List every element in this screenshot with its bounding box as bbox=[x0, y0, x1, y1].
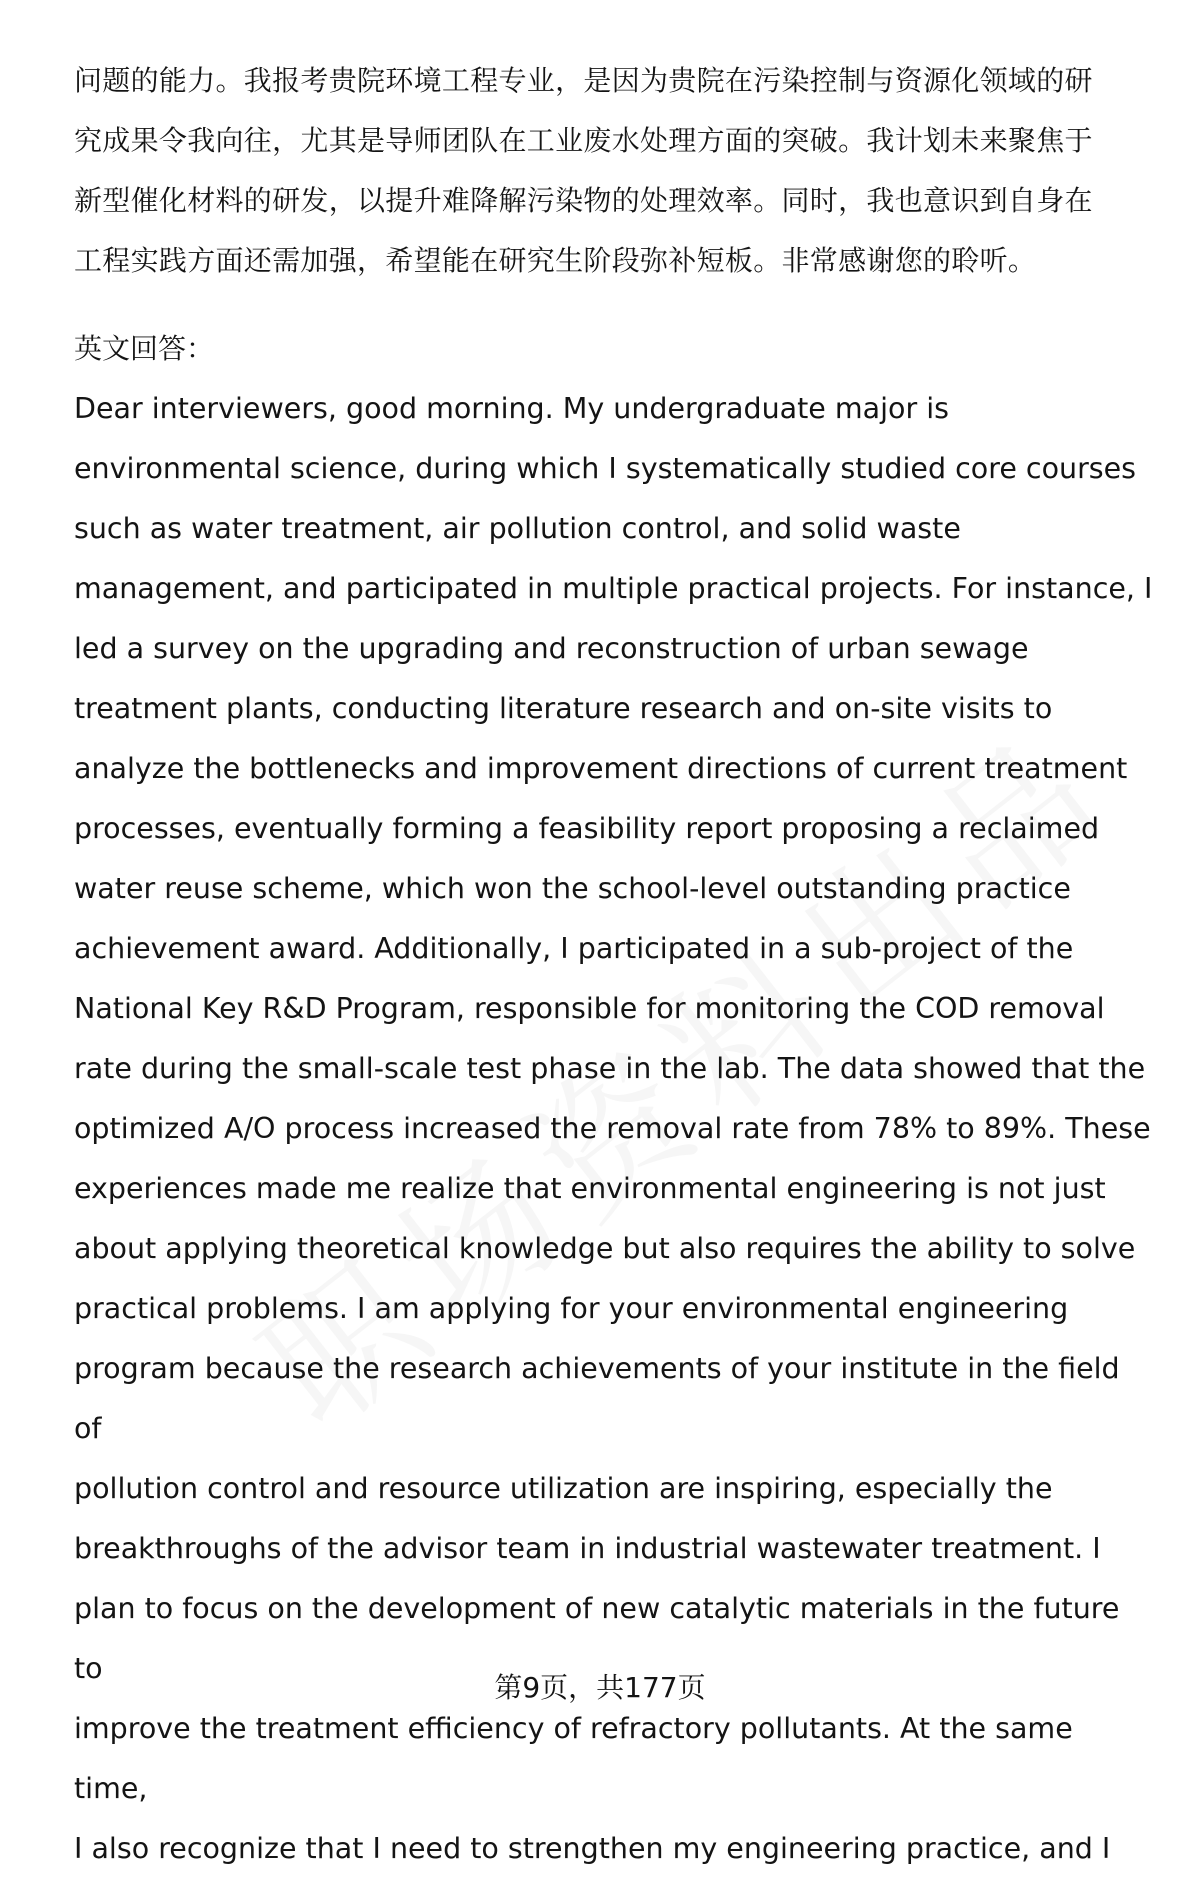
english-answer-label: 英文回答： bbox=[74, 332, 215, 365]
english-answer-paragraph: Dear interviewers, good morning. My undergraduate major is environmental science, during which I systematically studied core courses such as water treatment, air pollution control, and solid waste management, and participated in multiple practical projects. For instance, I led a survey on the upgrading and reconstruction of urban sewage treatment plants, conducting literature research and on-site visits to analyze the bottlenecks and improvement directions of current treatment processes, eventually forming a feasibility report proposing a reclaimed water reuse scheme, which won the school-level outstanding practice achievement award. Additionally, I participated in a sub-project of the National Key R&D Program, responsible for monitoring the COD removal rate during the small-scale test phase in the lab. The data showed that the optimized A/O process increased the removal rate from 78% to 89%. These experiences made me realize that environmental engineering is not just about applying theoretical knowledge but also requires the ability to solve practical problems. I am applying for your environmental engineering program because the research achievements of your institute in the field of pollution control and resource utilization are inspiring, especially the breakthroughs of the advisor team in industrial wastewater treatment. I plan to focus on the development of new catalytic materials in the future to improve the treatment efficiency of refractory pollutants. At the same time, I also recognize that I need to strengthen my engineering practice, and I bbox=[74, 392, 1153, 1865]
page-number-footer: 第9页，共177页 bbox=[494, 1671, 706, 1704]
chinese-answer-paragraph: 问题的能力。我报考贵院环境工程专业，是因为贵院在污染控制与资源化领域的研 究成果令我向往，尤其是导师团队在工业废水处理方面的突破。我计划未来聚焦于 新型催化材料的研发，以提升难降解污染物的处理效率。同时，我也意识到自身在 工程实践方面还需加强，希望能在研究生阶段弥补短板。非常感谢您的聆听。 bbox=[74, 64, 1093, 277]
